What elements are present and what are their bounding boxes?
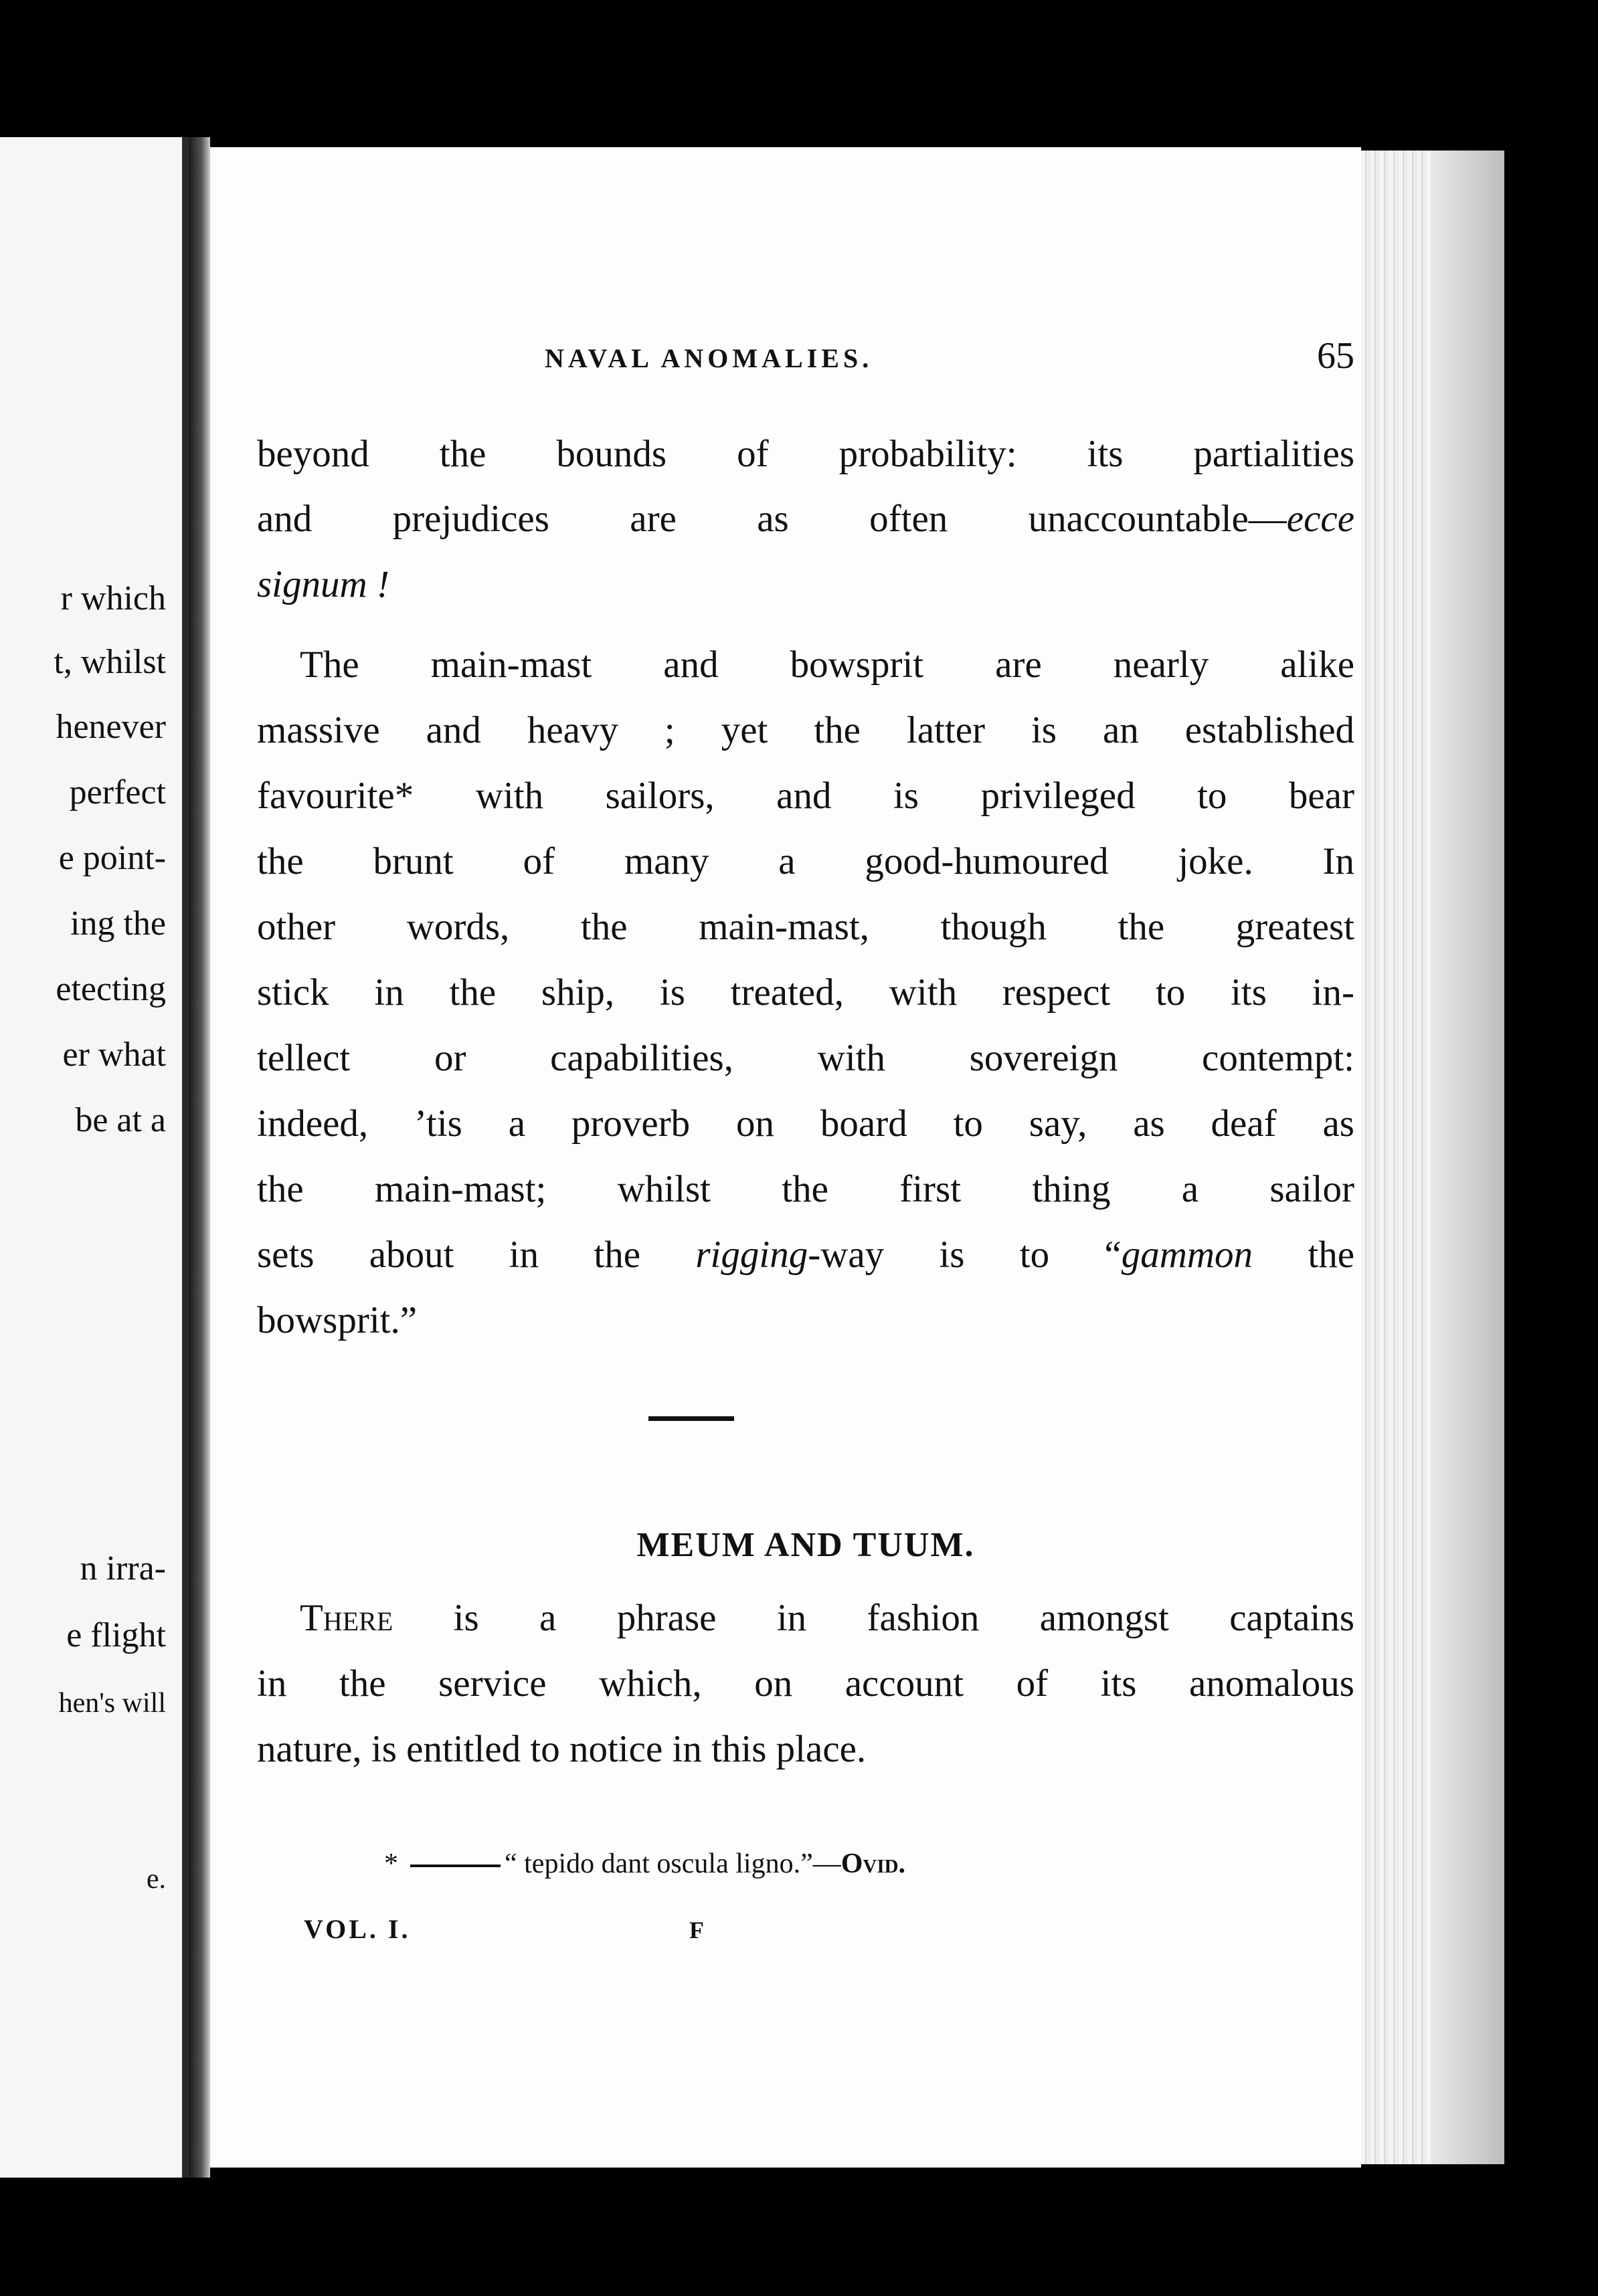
text-line: in the service which, on account of its anomalous	[257, 1662, 1354, 1705]
volume-mark: VOL. I.	[304, 1914, 411, 1944]
left-page-line: n irra-	[80, 1549, 166, 1588]
text-line: tellect or capabilities, with sovereign contempt:	[257, 1037, 1354, 1079]
right-page	[210, 147, 1361, 2168]
text-line	[257, 1599, 1354, 1637]
running-head	[257, 334, 1354, 388]
text-line: massive and heavy ; yet the latter is an established	[257, 709, 1354, 751]
left-page	[0, 137, 189, 2178]
text-line	[257, 565, 1354, 603]
left-page-line: ing the	[70, 904, 166, 943]
text-span: sets about in the	[257, 1234, 641, 1276]
left-page-line: be at a	[75, 1101, 166, 1139]
footnote-quote: “ tepido dant oscula ligno.”—	[505, 1848, 841, 1879]
text-line: favourite* with sailors, and is privileged to bear	[257, 775, 1354, 817]
text-line: stick in the ship, is treated, with respect to its in-	[257, 971, 1354, 1014]
left-page-line: er what	[62, 1036, 166, 1074]
left-page-line: etecting	[56, 970, 166, 1008]
section-rule	[648, 1416, 734, 1421]
left-page-line: e.	[146, 1864, 166, 1895]
text-span: is a phrase in fashion amongst captains	[453, 1597, 1355, 1639]
text-line: The main-mast and bowsprit are nearly alike	[300, 644, 1354, 686]
italic-text: signum !	[257, 563, 389, 605]
footnote-author: Ovid.	[840, 1848, 906, 1879]
text-span: -way is to “	[808, 1234, 1122, 1276]
text-line: other words, the main-mast, though the greatest	[257, 906, 1354, 948]
text-line: beyond the bounds of probability: its partialities	[257, 433, 1354, 475]
signature-mark: F	[689, 1917, 704, 1943]
footnote-dash	[410, 1864, 501, 1867]
italic-text: ecce	[1286, 498, 1354, 540]
left-page-line: t, whilst	[54, 643, 166, 681]
section-title: MEUM AND TUUM.	[636, 1526, 975, 1564]
text-span: the	[1308, 1234, 1355, 1276]
text-line: indeed, ’tis a proverb on board to say, as deaf as	[257, 1103, 1354, 1145]
footnote	[384, 1848, 905, 1880]
italic-text: rigging	[695, 1234, 808, 1276]
left-page-line: r which	[60, 579, 166, 617]
left-page-line: henever	[56, 708, 166, 746]
left-page-line: e point-	[58, 839, 166, 877]
italic-text: gammon	[1121, 1234, 1253, 1276]
text-line	[257, 1236, 1354, 1274]
page-number: 65	[1317, 335, 1354, 377]
signature-line	[257, 1913, 1354, 1953]
text-line: the brunt of many a good-humoured joke. In	[257, 840, 1354, 882]
left-page-line: hen's will	[58, 1688, 166, 1719]
text-line	[257, 500, 1354, 538]
book-gutter	[189, 137, 210, 2178]
footnote-marker: *	[384, 1848, 398, 1879]
left-page-line: perfect	[69, 773, 166, 811]
text-line: nature, is entitled to notice in this place.	[257, 1728, 867, 1770]
text-line: bowsprit.”	[257, 1299, 418, 1341]
text-span: and prejudices are as often unaccountable—	[257, 498, 1287, 540]
text-line: the main-mast; whilst the first thing a sailor	[257, 1168, 1354, 1210]
running-title: NAVAL ANOMALIES.	[545, 343, 873, 373]
left-page-line: e flight	[66, 1616, 166, 1654]
page-edges	[1361, 151, 1504, 2164]
small-caps-text: There	[300, 1597, 393, 1639]
